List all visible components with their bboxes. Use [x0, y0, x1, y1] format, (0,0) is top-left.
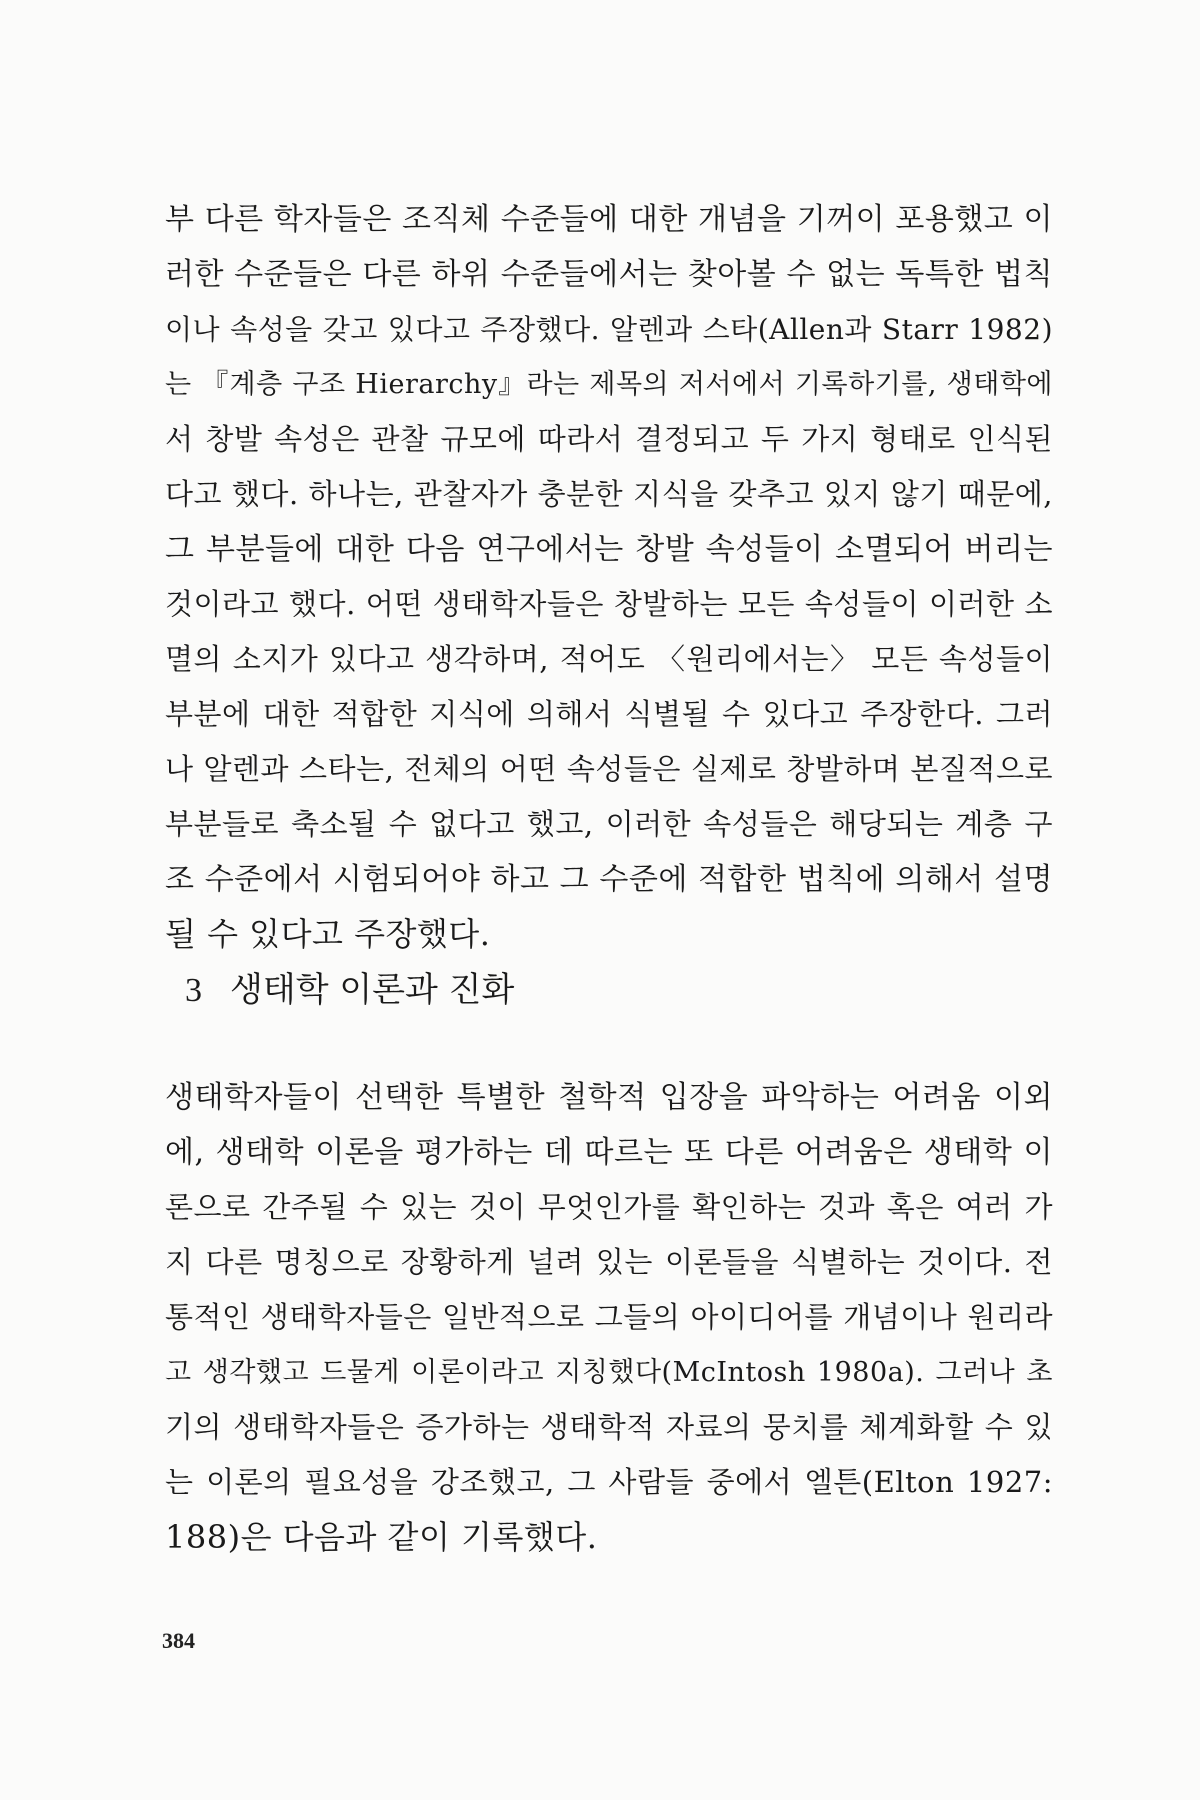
- page-number: 384: [162, 1628, 195, 1653]
- text-line: 부분에 대한 적합한 지식에 의해서 식별될 수 있다고 주장한다. 그러: [165, 697, 1053, 731]
- text-line: 부분들로 축소될 수 없다고 했고, 이러한 속성들은 해당되는 계층 구: [165, 807, 1053, 841]
- text-line: 그 부분들에 대한 다음 연구에서는 창발 속성들이 소멸되어 버리는: [165, 532, 1053, 567]
- text-line: 될 수 있다고 주장했다.: [165, 915, 491, 953]
- body-paragraph-top: [165, 192, 1053, 962]
- text-line: 론으로 간주될 수 있는 것이 무엇인가를 확인하는 것과 혹은 여러 가: [165, 1190, 1053, 1224]
- text-line: 조 수준에서 시험되어야 하고 그 수준에 적합한 법칙에 의해서 설명: [165, 862, 1053, 897]
- text-line: 이나 속성을 갖고 있다고 주장했다. 알렌과 스타(Allen과 Starr 1982): [165, 313, 1053, 346]
- text-line: 는 『계층 구조 Hierarchy』라는 제목의 저서에서 기록하기를, 생태학에: [165, 369, 1053, 400]
- text-line: 기의 생태학자들은 증가하는 생태학적 자료의 뭉치를 체계화할 수 있: [165, 1410, 1053, 1444]
- text-line: 멸의 소지가 있다고 생각하며, 적어도 〈원리에서는〉 모든 속성들이: [165, 642, 1053, 676]
- section-heading: [185, 965, 514, 1015]
- text-line: 지 다른 명칭으로 장황하게 널려 있는 이론들을 식별하는 것이다. 전: [165, 1245, 1053, 1279]
- text-line: 나 알렌과 스타는, 전체의 어떤 속성들은 실제로 창발하며 본질적으로: [165, 752, 1053, 786]
- text-line: 것이라고 했다. 어떤 생태학자들은 창발하는 모든 속성들이 이러한 소: [165, 587, 1053, 621]
- text-line: 서 창발 속성은 관찰 규모에 따라서 결정되고 두 가지 형태로 인식된: [165, 422, 1053, 456]
- text-line: 188)은 다음과 같이 기록했다.: [165, 1518, 598, 1556]
- text-line: 고 생각했고 드물게 이론이라고 지칭했다(McIntosh 1980a). 그러나 초: [165, 1357, 1053, 1388]
- text-line: 는 이론의 필요성을 강조했고, 그 사람들 중에서 엘튼(Elton 1927:: [165, 1465, 1053, 1499]
- text-line: 통적인 생태학자들은 일반적으로 그들의 아이디어를 개념이나 원리라: [165, 1300, 1053, 1334]
- body-paragraph-bottom: [165, 1070, 1053, 1565]
- text-line: 부 다른 학자들은 조직체 수준들에 대한 개념을 기꺼이 포용했고 이: [165, 202, 1053, 237]
- text-line: 다고 했다. 하나는, 관찰자가 충분한 지식을 갖추고 있지 않기 때문에,: [165, 477, 1053, 511]
- section-title: 생태학 이론과 진화: [230, 970, 515, 1010]
- text-line: 생태학자들이 선택한 특별한 철학적 입장을 파악하는 어려움 이외: [165, 1080, 1053, 1115]
- section-number: 3: [185, 972, 202, 1009]
- text-line: 러한 수준들은 다른 하위 수준들에서는 찾아볼 수 없는 독특한 법칙: [165, 257, 1053, 292]
- text-line: 에, 생태학 이론을 평가하는 데 따르는 또 다른 어려움은 생태학 이: [165, 1135, 1053, 1170]
